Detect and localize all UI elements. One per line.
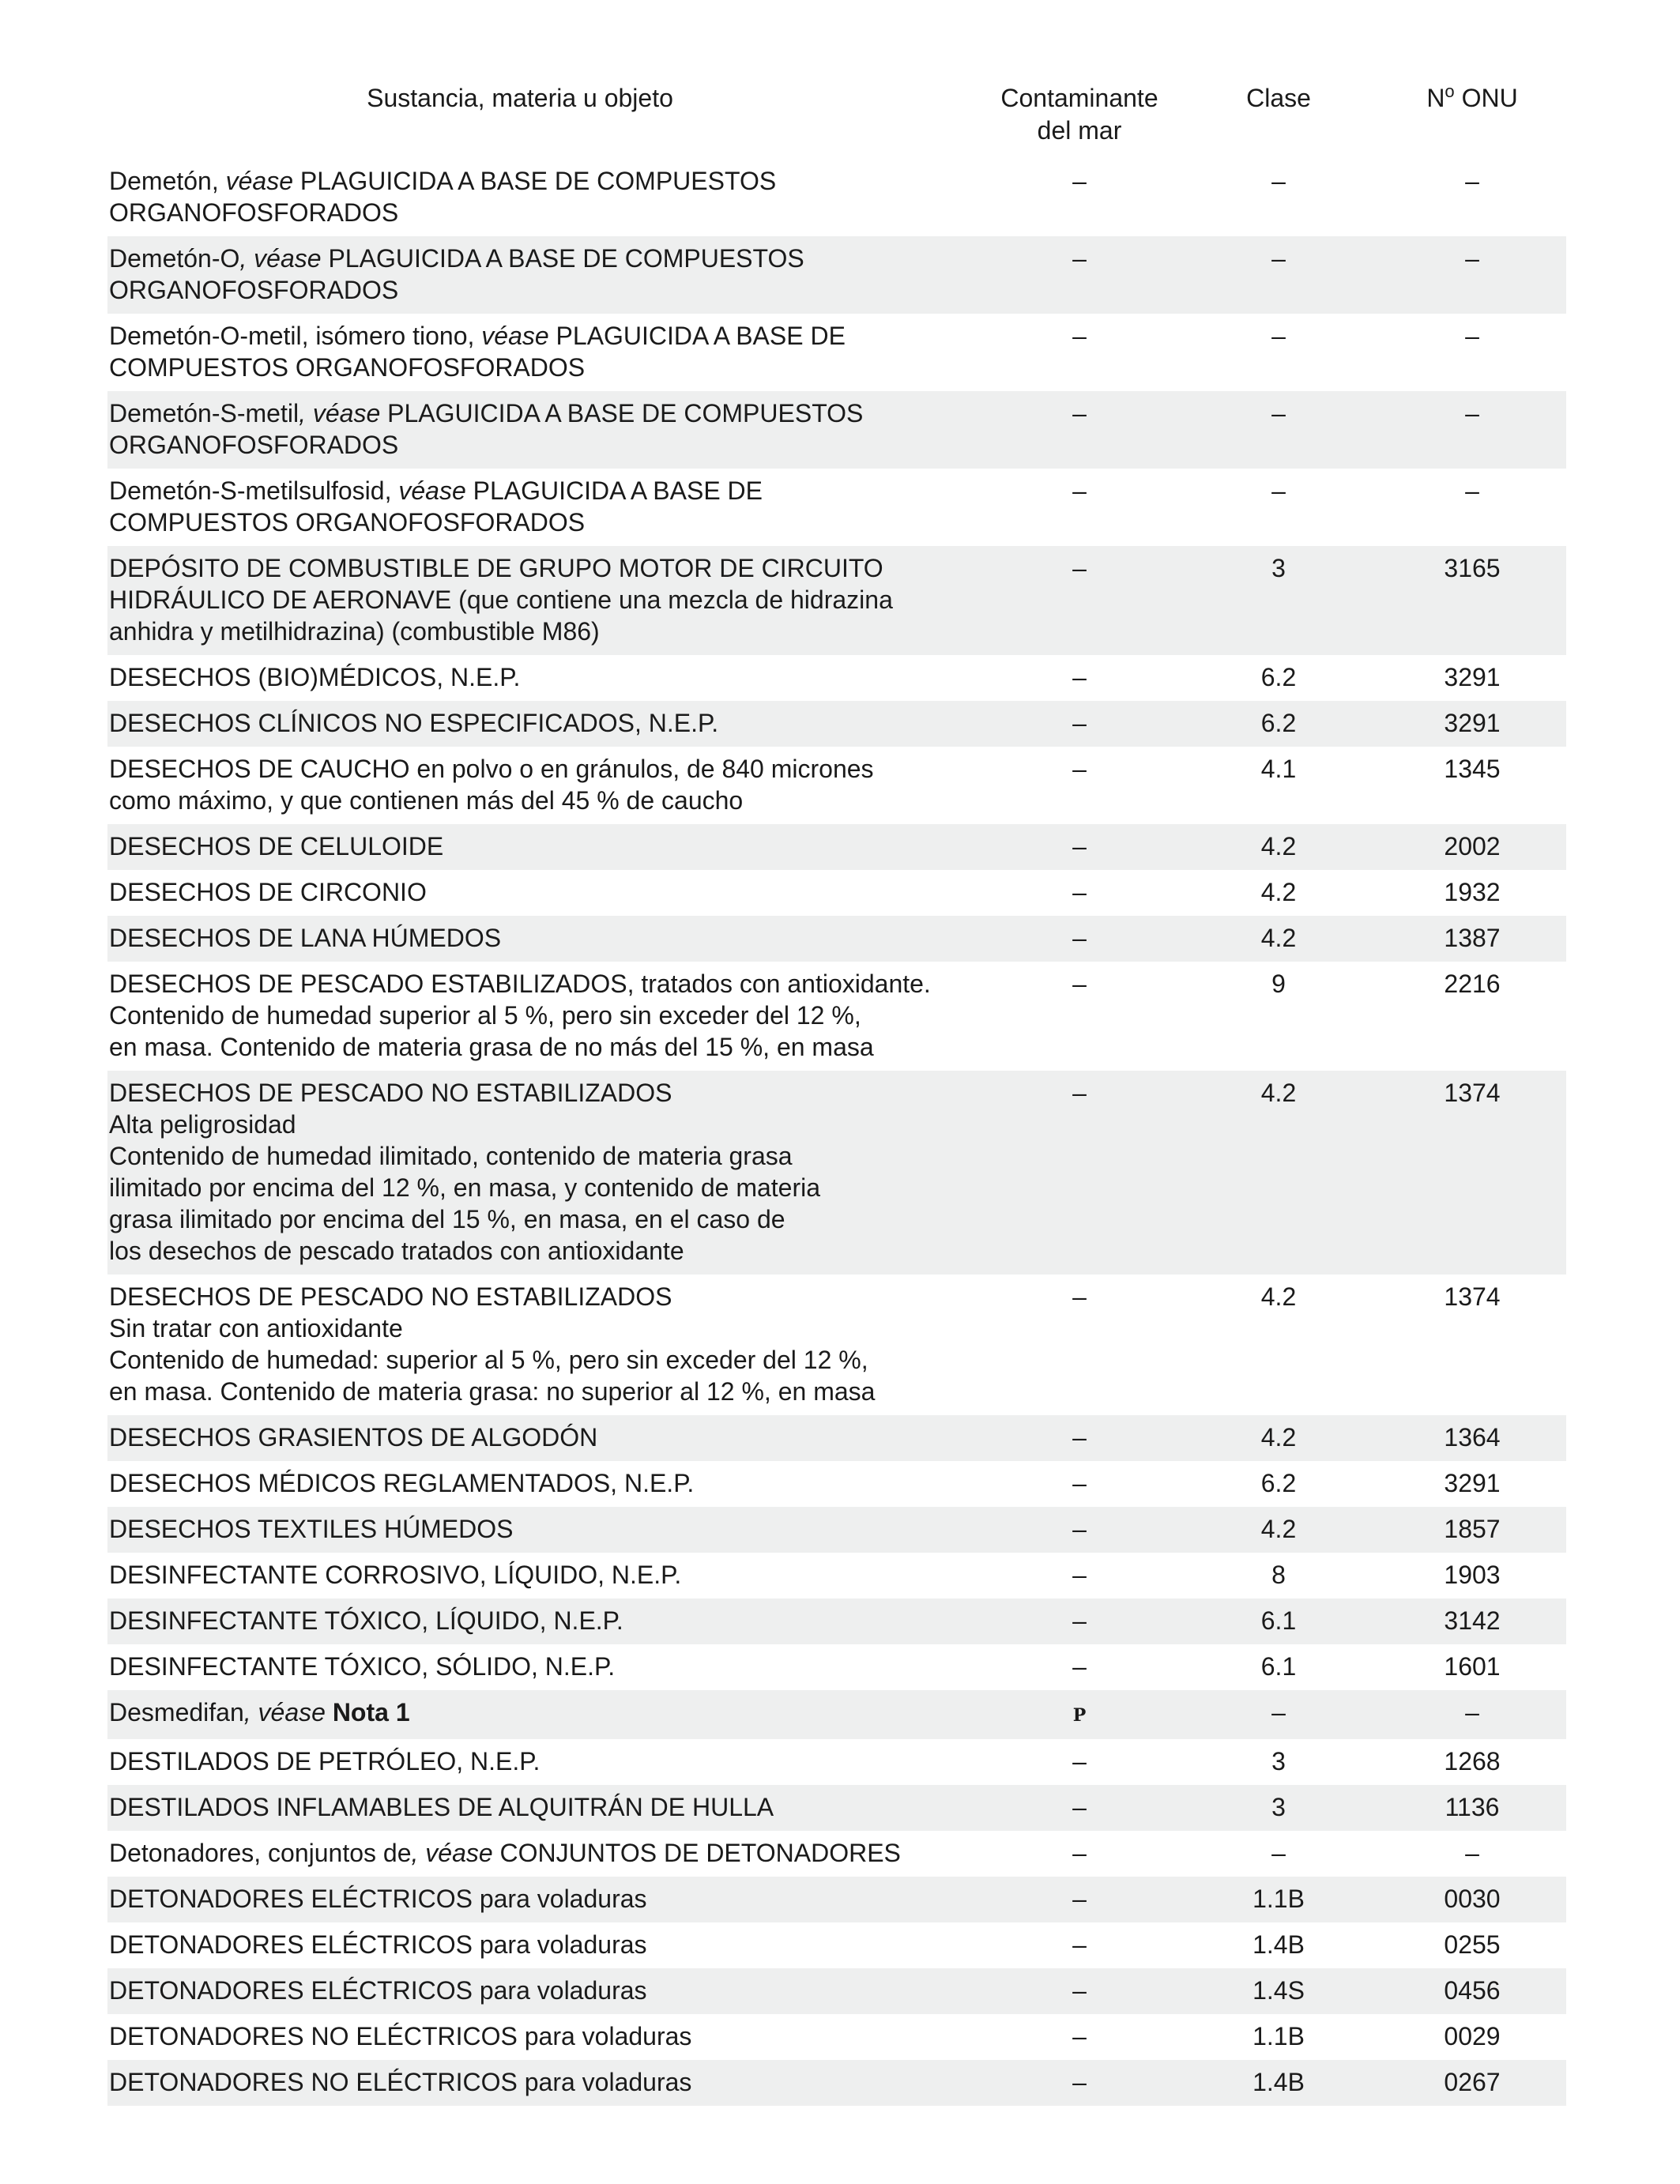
substance-text: DESECHOS GRASIENTOS DE ALGODÓN <box>109 1423 598 1452</box>
substance-text: DETONADORES NO ELÉCTRICOS para voladuras <box>109 2022 692 2050</box>
substance-text: DESECHOS DE PESCADO NO ESTABILIZADOS Sin tratar con antioxidante Contenido de humedad: superior al 5 %, pero sin exceder del 12 %, en masa. Contenido de materia grasa: no superior al 12 %, en masa <box>109 1282 876 1406</box>
class-cell: – <box>1179 391 1378 469</box>
substance-text: Demetón-S-metil <box>109 399 299 427</box>
un-number-cell: 2002 <box>1378 824 1566 870</box>
substance-text: Demetón-S-metilsulfosid, <box>109 476 399 505</box>
substance-name-cell <box>107 1415 980 1461</box>
un-number-cell: 1903 <box>1444 1561 1501 1589</box>
marine-pollutant-cell: – <box>980 1785 1179 1831</box>
marine-pollutant-cell: – <box>1072 167 1087 195</box>
see-reference-italic: véase <box>481 322 549 350</box>
marine-pollutant-cell: – <box>980 1968 1179 2014</box>
class-cell: 6.2 <box>1179 701 1378 747</box>
class-cell: 6.1 <box>1260 1652 1297 1681</box>
substance-name-cell <box>107 962 980 1071</box>
class-cell: 1.1B <box>1179 1877 1378 1922</box>
marine-pollutant-cell: – <box>1072 663 1087 691</box>
class-cell: 4.2 <box>1179 1507 1378 1553</box>
substance-name-cell <box>107 824 980 870</box>
see-reference-italic: , véase <box>299 399 381 427</box>
substance-name-cell <box>107 469 980 546</box>
substance-table <box>107 79 1566 2106</box>
table-row <box>107 1598 1566 1644</box>
table-body <box>107 159 1566 2106</box>
class-cell: 4.2 <box>1179 1415 1378 1461</box>
document-page <box>107 79 1566 2106</box>
substance-reference-text <box>326 1698 333 1726</box>
substance-name-cell <box>107 1877 980 1922</box>
substance-text: DESINFECTANTE CORROSIVO, LÍQUIDO, N.E.P. <box>109 1561 682 1589</box>
class-cell: 1.1B <box>1252 2022 1305 2050</box>
marine-pollutant-cell: – <box>1072 322 1087 350</box>
table-row <box>107 1071 1566 1275</box>
marine-pollutant-cell: – <box>1072 755 1087 783</box>
table-row <box>107 546 1566 655</box>
substance-text: DETONADORES ELÉCTRICOS para voladuras <box>109 1930 647 1959</box>
substance-name-cell <box>107 159 980 236</box>
marine-pollutant-cell: – <box>1072 1469 1087 1497</box>
substance-name-cell <box>107 1598 980 1644</box>
class-cell: 1.4S <box>1179 1968 1378 2014</box>
class-cell: 6.2 <box>1260 1469 1297 1497</box>
table-row <box>107 314 1566 391</box>
substance-name-cell <box>107 1968 980 2014</box>
class-cell: – <box>1271 322 1286 350</box>
substance-text: DESECHOS TEXTILES HÚMEDOS <box>109 1515 514 1543</box>
un-number-cell: 1345 <box>1444 755 1501 783</box>
un-number-cell: – <box>1465 167 1479 195</box>
marine-pollutant-cell: – <box>980 701 1179 747</box>
substance-text: Demetón, <box>109 167 226 195</box>
substance-name-cell <box>107 1644 980 1690</box>
marine-pollutant-cell: – <box>1072 1282 1087 1311</box>
substance-text: DESTILADOS INFLAMABLES DE ALQUITRÁN DE HULLA <box>109 1793 774 1821</box>
class-cell: 4.2 <box>1179 916 1378 962</box>
substance-text: DESINFECTANTE TÓXICO, SÓLIDO, N.E.P. <box>109 1652 616 1681</box>
class-cell: 4.1 <box>1260 755 1297 783</box>
un-number-cell: 1374 <box>1444 1282 1501 1311</box>
substance-name-cell <box>107 701 980 747</box>
class-cell: 1.4B <box>1179 2060 1378 2106</box>
substance-name-cell <box>107 2060 980 2106</box>
substance-text: DETONADORES ELÉCTRICOS para voladuras <box>109 1976 647 2005</box>
substance-name-cell <box>107 391 980 469</box>
header-substance: Sustancia, materia u objeto <box>367 84 673 112</box>
substance-text: DESINFECTANTE TÓXICO, LÍQUIDO, N.E.P. <box>109 1606 623 1635</box>
table-row <box>107 391 1566 469</box>
marine-pollutant-cell: – <box>1072 1561 1087 1589</box>
header-marine-pollutant: Contaminante del mar <box>1000 84 1158 145</box>
substance-text: Demetón-O-metil, isómero tiono, <box>109 322 482 350</box>
un-number-cell: 1857 <box>1378 1507 1566 1553</box>
header-un-number <box>1378 79 1566 159</box>
substance-name-cell <box>107 1690 980 1739</box>
un-number-cell: – <box>1378 1690 1566 1739</box>
un-number-cell: 3291 <box>1444 1469 1501 1497</box>
un-number-cell: 0029 <box>1444 2022 1501 2050</box>
substance-text: DESECHOS MÉDICOS REGLAMENTADOS, N.E.P. <box>109 1469 695 1497</box>
un-number-cell: 1364 <box>1378 1415 1566 1461</box>
table-row <box>107 1922 1566 1968</box>
marine-pollutant-cell: – <box>980 391 1179 469</box>
un-number-cell: 1374 <box>1378 1071 1566 1275</box>
substance-name-cell <box>107 1071 980 1275</box>
un-number-cell: 2216 <box>1444 970 1501 998</box>
substance-reference-text: PLAGUICIDA A BASE DE COMPUESTOS ORGANOFOSFORADOS <box>109 167 777 227</box>
class-cell: – <box>1271 476 1286 505</box>
table-row <box>107 1785 1566 1831</box>
table-row <box>107 870 1566 916</box>
substance-name-cell <box>107 1831 980 1877</box>
class-cell: 3 <box>1271 1747 1286 1775</box>
marine-pollutant-cell: – <box>1072 878 1087 906</box>
un-number-cell: 1601 <box>1444 1652 1501 1681</box>
table-row <box>107 1690 1566 1739</box>
table-row <box>107 236 1566 314</box>
table-row <box>107 824 1566 870</box>
marine-pollutant-cell: – <box>1072 970 1087 998</box>
substance-name-cell <box>107 314 980 391</box>
un-number-cell: – <box>1465 322 1479 350</box>
substance-name-cell <box>107 870 980 916</box>
table-row <box>107 1877 1566 1922</box>
class-cell: 9 <box>1271 970 1286 998</box>
un-number-cell: 3291 <box>1444 663 1501 691</box>
class-cell: 4.2 <box>1179 824 1378 870</box>
class-cell: – <box>1271 167 1286 195</box>
table-row <box>107 1275 1566 1415</box>
marine-pollutant-mark: P <box>1072 1705 1087 1726</box>
un-number-cell: – <box>1378 236 1566 314</box>
substance-reference-text: PLAGUICIDA A BASE DE COMPUESTOS ORGANOFOSFORADOS <box>109 322 846 382</box>
table-row <box>107 1507 1566 1553</box>
see-reference-italic: véase <box>225 167 294 195</box>
marine-pollutant-cell: – <box>980 2060 1179 2106</box>
un-number-cell: 0255 <box>1444 1930 1501 1959</box>
substance-text: DETONADORES NO ELÉCTRICOS para voladuras <box>109 2068 692 2096</box>
un-number-cell: 0267 <box>1378 2060 1566 2106</box>
header-un-prefix: N <box>1426 84 1445 112</box>
class-cell: 6.2 <box>1260 663 1297 691</box>
see-reference-italic: , véase <box>243 1698 326 1726</box>
class-cell: 3 <box>1179 1785 1378 1831</box>
substance-name-cell <box>107 1922 980 1968</box>
substance-name-cell <box>107 1275 980 1415</box>
marine-pollutant-cell: – <box>980 1415 1179 1461</box>
substance-name-cell <box>107 236 980 314</box>
substance-reference-text: PLAGUICIDA A BASE DE COMPUESTOS ORGANOFOSFORADOS <box>109 476 763 537</box>
marine-pollutant-cell: – <box>980 236 1179 314</box>
header-un-suffix: ONU <box>1454 84 1518 112</box>
class-cell: – <box>1179 1690 1378 1739</box>
table-row <box>107 2060 1566 2106</box>
marine-pollutant-cell: – <box>980 1071 1179 1275</box>
table-row <box>107 1553 1566 1598</box>
substance-text: DESECHOS DE CELULOIDE <box>109 832 444 860</box>
substance-reference-text: CONJUNTOS DE DETONADORES <box>492 1839 901 1867</box>
table-row <box>107 962 1566 1071</box>
un-number-cell: 3165 <box>1378 546 1566 655</box>
class-cell: 3 <box>1179 546 1378 655</box>
marine-pollutant-cell: – <box>1072 1839 1087 1867</box>
substance-text: DESECHOS DE PESCADO NO ESTABILIZADOS Alta peligrosidad Contenido de humedad ilimitado, contenido de materia grasa ilimitado por encima del 12 %, en masa, y contenido de materia grasa ilimitado por encima del 15 %, en masa, en el caso de los desechos de pescado tratados con antioxidante <box>109 1079 821 1265</box>
substance-text: Detonadores, conjuntos de <box>109 1839 412 1867</box>
marine-pollutant-cell <box>980 1690 1179 1739</box>
substance-text: DESECHOS (BIO)MÉDICOS, N.E.P. <box>109 663 521 691</box>
un-number-cell: 1268 <box>1444 1747 1501 1775</box>
marine-pollutant-cell: – <box>980 546 1179 655</box>
marine-pollutant-cell: – <box>1072 476 1087 505</box>
substance-name-cell <box>107 747 980 824</box>
table-row <box>107 1644 1566 1690</box>
table-row <box>107 916 1566 962</box>
see-reference-italic: véase <box>398 476 466 505</box>
class-cell: 4.2 <box>1260 878 1297 906</box>
un-number-cell: – <box>1378 391 1566 469</box>
marine-pollutant-cell: – <box>980 824 1179 870</box>
substance-text: DEPÓSITO DE COMBUSTIBLE DE GRUPO MOTOR DE CIRCUITO HIDRÁULICO DE AERONAVE (que contiene una mezcla de hidrazina anhidra y metilhidrazina) (combustible M86) <box>109 554 893 646</box>
marine-pollutant-cell: – <box>1072 2022 1087 2050</box>
class-cell: 4.2 <box>1179 1071 1378 1275</box>
table-row <box>107 655 1566 701</box>
substance-name-cell <box>107 1553 980 1598</box>
substance-text: DETONADORES ELÉCTRICOS para voladuras <box>109 1885 647 1913</box>
class-cell: 1.4B <box>1252 1930 1305 1959</box>
substance-name-cell <box>107 916 980 962</box>
class-cell: – <box>1179 236 1378 314</box>
substance-text: Desmedifan <box>109 1698 244 1726</box>
table-header-row <box>107 79 1566 159</box>
un-number-cell: – <box>1465 1839 1479 1867</box>
un-number-cell: 0456 <box>1378 1968 1566 2014</box>
marine-pollutant-cell: – <box>980 916 1179 962</box>
header-class: Clase <box>1246 84 1311 112</box>
see-reference-italic: , véase <box>411 1839 493 1867</box>
un-number-cell: 0030 <box>1378 1877 1566 1922</box>
substance-text: Demetón-O <box>109 244 240 273</box>
class-cell: – <box>1271 1839 1286 1867</box>
marine-pollutant-cell: – <box>1072 1652 1087 1681</box>
un-number-cell: 1136 <box>1378 1785 1566 1831</box>
un-number-cell: 3142 <box>1378 1598 1566 1644</box>
substance-text: DESECHOS DE PESCADO ESTABILIZADOS, tratados con antioxidante. Contenido de humedad superior al 5 %, pero sin exceder del 12 %, en masa. Contenido de materia grasa de no más del 15 %, en masa <box>109 970 931 1061</box>
table-row <box>107 1968 1566 2014</box>
substance-name-cell <box>107 546 980 655</box>
substance-reference-text: PLAGUICIDA A BASE DE COMPUESTOS ORGANOFOSFORADOS <box>109 244 804 304</box>
see-reference-italic: , véase <box>239 244 322 273</box>
un-number-cell: 1932 <box>1444 878 1501 906</box>
substance-name-cell <box>107 1739 980 1785</box>
substance-reference-text: PLAGUICIDA A BASE DE COMPUESTOS ORGANOFOSFORADOS <box>109 399 864 459</box>
table-row <box>107 1415 1566 1461</box>
table-row <box>107 1461 1566 1507</box>
note-reference-bold: Nota 1 <box>332 1698 410 1726</box>
substance-name-cell <box>107 1785 980 1831</box>
marine-pollutant-cell: – <box>980 1507 1179 1553</box>
table-row <box>107 747 1566 824</box>
substance-text: DESECHOS CLÍNICOS NO ESPECIFICADOS, N.E.P. <box>109 709 719 737</box>
table-row <box>107 159 1566 236</box>
substance-text: DESECHOS DE CAUCHO en polvo o en gránulos, de 840 micrones como máximo, y que contienen más del 45 % de caucho <box>109 755 874 815</box>
substance-text: DESTILADOS DE PETRÓLEO, N.E.P. <box>109 1747 541 1775</box>
marine-pollutant-cell: – <box>980 1877 1179 1922</box>
substance-name-cell <box>107 655 980 701</box>
marine-pollutant-cell: – <box>980 1598 1179 1644</box>
table-row <box>107 469 1566 546</box>
table-row <box>107 1831 1566 1877</box>
un-number-cell: 3291 <box>1378 701 1566 747</box>
table-row <box>107 701 1566 747</box>
table-row <box>107 1739 1566 1785</box>
class-cell: 8 <box>1271 1561 1286 1589</box>
un-number-cell: – <box>1465 476 1479 505</box>
class-cell: 4.2 <box>1260 1282 1297 1311</box>
substance-name-cell <box>107 1507 980 1553</box>
marine-pollutant-cell: – <box>1072 1747 1087 1775</box>
substance-text: DESECHOS DE CIRCONIO <box>109 878 427 906</box>
substance-name-cell <box>107 1461 980 1507</box>
substance-name-cell <box>107 2014 980 2060</box>
table-row <box>107 2014 1566 2060</box>
class-cell: 6.1 <box>1179 1598 1378 1644</box>
header-un-superscript: o <box>1445 81 1455 101</box>
substance-text: DESECHOS DE LANA HÚMEDOS <box>109 924 502 952</box>
un-number-cell: 1387 <box>1378 916 1566 962</box>
marine-pollutant-cell: – <box>1072 1930 1087 1959</box>
